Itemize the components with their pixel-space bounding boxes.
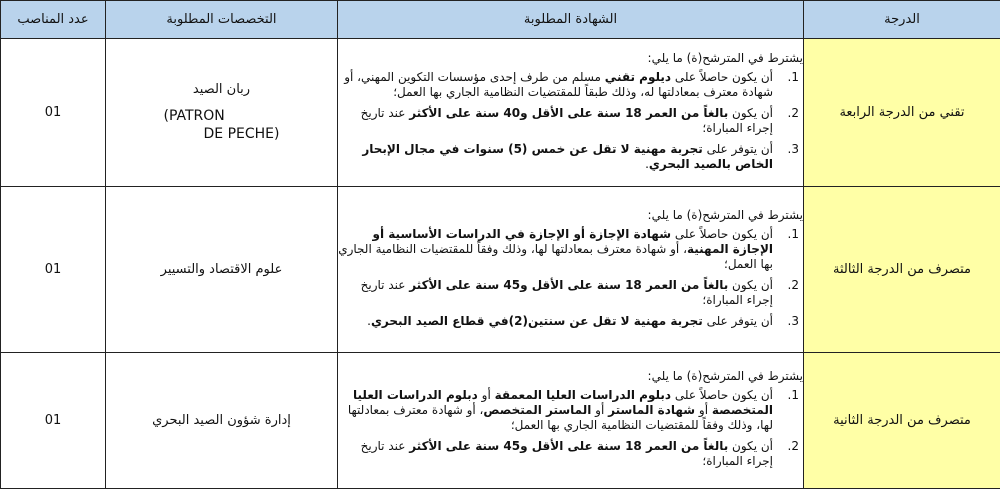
item-number: 1. — [788, 70, 799, 85]
requirement-text: أو — [591, 403, 608, 417]
requirement-text: أن يكون حاصلاً على — [671, 70, 773, 84]
requirements-list — [338, 227, 803, 329]
table-row — [1, 353, 1000, 489]
header-posts: عدد المناصب — [1, 1, 106, 39]
header-specialties: التخصصات المطلوبة — [106, 1, 338, 39]
requirement-text-bold: شهادة الإجازة أو الإجازة في الدراسات الأساسية أو الإجازة المهنية — [373, 227, 773, 256]
requirement-item — [338, 142, 803, 172]
requirement-text: . — [645, 157, 649, 171]
specialty-name: إدارة شؤون الصيد البحري — [106, 413, 337, 428]
specialty-latin — [164, 107, 280, 143]
requirement-item — [338, 439, 803, 469]
requirement-item — [338, 314, 803, 329]
requirement-text: أن يكون حاصلاً على — [671, 388, 773, 402]
requirement-text-bold: دبلوم الدراسات العليا المتخصصة — [353, 388, 773, 417]
requirement-text-bold: ديلوم تقني — [605, 70, 671, 84]
header-certificate: الشهادة المطلوبة — [338, 1, 804, 39]
requirement-item — [338, 227, 803, 272]
requirement-item — [338, 278, 803, 308]
requirement-text: عند تاريخ إجراء المباراة؛ — [361, 106, 773, 135]
requirements-intro: يشترط في المترشح(ة) ما يلي: — [338, 51, 803, 66]
item-number: 2. — [788, 278, 799, 293]
requirement-text: أو — [478, 388, 495, 402]
header-grade: الدرجة — [804, 1, 1000, 39]
requirement-text: عند تاريخ إجراء المباراة؛ — [361, 439, 773, 468]
item-number: 1. — [788, 227, 799, 242]
requirement-text: مسلم من طرف إحدى مؤسسات التكوين المهني، أو شهادة معترف بمعادلتها له، وذلك طبقاً للمقتضيات النظامية الجاري بها العمل؛ — [344, 70, 773, 99]
table-row — [1, 39, 1000, 187]
specialty-name: علوم الاقتصاد والتسيير — [106, 262, 337, 277]
requirement-item — [338, 388, 803, 433]
requirement-text-bold: تجربة مهنية لا تقل عن خمس (5) سنوات في مجال الإبحار الخاص بالصيد البحري — [362, 142, 773, 171]
grade-cell: تقني من الدرجة الرابعة — [804, 39, 1000, 187]
requirement-text-bold: الماستر المتخصص — [483, 403, 591, 417]
requirement-text-bold: بالغاً من العمر 18 سنة على الأقل و45 سنة على الأكثر — [409, 278, 728, 292]
specialty-cell — [106, 353, 338, 489]
grade-cell: متصرف من الدرجة الثانية — [804, 353, 1000, 489]
item-number: 1. — [788, 388, 799, 403]
requirement-item — [338, 106, 803, 136]
specialty-latin-line: DE PECHE) — [164, 125, 280, 143]
specialty-cell — [106, 39, 338, 187]
requirement-text: أو — [695, 403, 712, 417]
requirement-text: . — [367, 314, 371, 328]
requirements-list — [338, 388, 803, 469]
requirement-text: أن يكون — [728, 439, 773, 453]
requirement-text: ، أو شهادة معترف بمعادلتها لها، وذلك وفقاً للمقتضيات النظامية الجاري بها العمل؛ — [338, 242, 773, 271]
requirements-cell — [338, 187, 804, 353]
item-number: 3. — [788, 314, 799, 329]
item-number: 3. — [788, 142, 799, 157]
requirement-text-bold: دبلوم الدراسات العليا المعمقة — [495, 388, 671, 402]
requirements-cell — [338, 353, 804, 489]
requirement-text-bold: بالغاً من العمر 18 سنة على الأقل و40 سنة على الأكثر — [409, 106, 728, 120]
table-row — [1, 187, 1000, 353]
item-number: 2. — [788, 106, 799, 121]
requirements-cell — [338, 39, 804, 187]
specialty-name: ربان الصيد — [106, 82, 337, 97]
posts-count-cell: 01 — [1, 39, 106, 187]
requirements-intro: يشترط في المترشح(ة) ما يلي: — [338, 369, 803, 384]
specialty-latin-line: (PATRON — [164, 107, 280, 125]
requirement-text-bold: تجربة مهنية لا تقل عن سنتين(2)في قطاع الصيد البحري — [371, 314, 703, 328]
requirement-text: أن يكون — [728, 278, 773, 292]
specialty-cell — [106, 187, 338, 353]
requirement-text: عند تاريخ إجراء المباراة؛ — [361, 278, 773, 307]
grade-cell: متصرف من الدرجة الثالثة — [804, 187, 1000, 353]
posts-count-cell: 01 — [1, 353, 106, 489]
requirements-list — [338, 70, 803, 172]
requirement-text: أن يتوفر على — [703, 314, 773, 328]
requirements-intro: يشترط في المترشح(ة) ما يلي: — [338, 208, 803, 223]
requirement-item — [338, 70, 803, 100]
requirement-text: أن يتوفر على — [703, 142, 773, 156]
requirement-text: أن يكون — [728, 106, 773, 120]
requirement-text-bold: بالغاً من العمر 18 سنة على الأقل و45 سنة على الأكثر — [409, 439, 728, 453]
header-row — [1, 1, 1000, 39]
requirement-text-bold: شهادة الماستر — [608, 403, 695, 417]
item-number: 2. — [788, 439, 799, 454]
requirement-text: ، أو شهادة معترف بمعادلتها لها، وذلك وفقاً للمقتضيات النظامية الجاري بها العمل؛ — [348, 403, 773, 432]
requirement-text: أن يكون حاصلاً على — [671, 227, 773, 241]
posts-count-cell: 01 — [1, 187, 106, 353]
